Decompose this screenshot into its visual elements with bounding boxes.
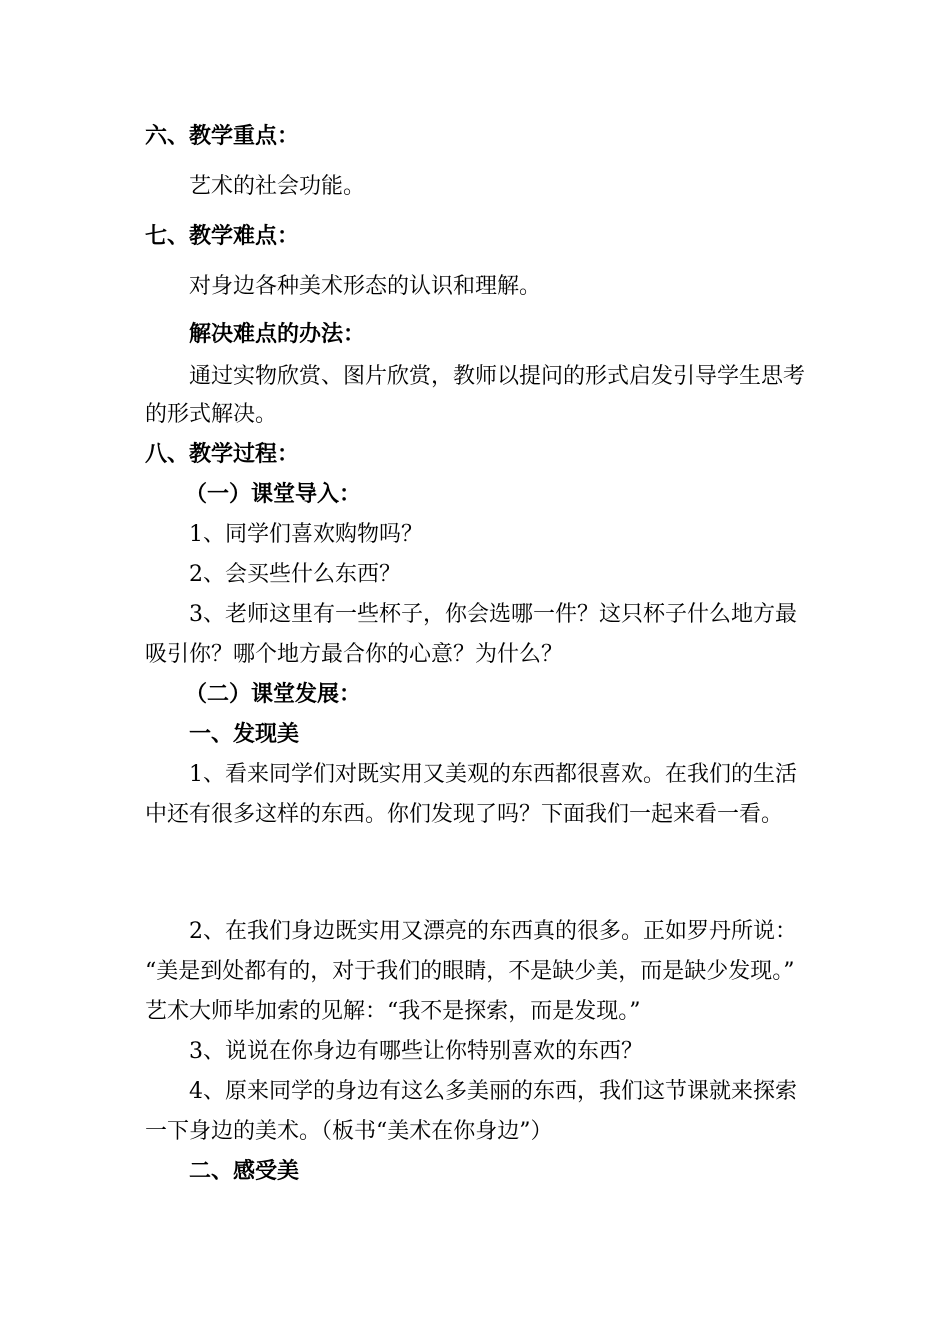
list-item: 2、在我们身边既实用又漂亮的东西真的很多。正如罗丹所说： (189, 919, 797, 944)
paragraph-line: 一下身边的美术。（板书“美术在你身边”） (145, 1119, 553, 1144)
paragraph-line: 吸引你？哪个地方最合你的心意？为什么？ (145, 642, 564, 667)
heading-teaching-focus: 六、教学重点： (145, 124, 300, 149)
list-item: 3、老师这里有一些杯子，你会选哪一件？这只杯子什么地方最 (189, 602, 797, 627)
subheading-intro: （一）课堂导入： (185, 482, 362, 507)
quote-line: 艺术大师毕加索的见解：“我不是探索，而是发现。” (145, 999, 641, 1024)
paragraph-line: 中还有很多这样的东西。你们发现了吗？下面我们一起来看一看。 (145, 802, 784, 827)
subheading-solution: 解决难点的办法： (189, 322, 366, 347)
paragraph-line: 通过实物欣赏、图片欣赏，教师以提问的形式启发引导学生思考 (189, 364, 806, 389)
subheading-feel-beauty: 二、感受美 (189, 1159, 300, 1184)
quote-line: “美是到处都有的，对于我们的眼睛，不是缺少美，而是缺少发现。” (145, 959, 795, 984)
heading-teaching-process: 八、教学过程： (145, 442, 300, 467)
list-item: 1、同学们喜欢购物吗？ (189, 522, 423, 547)
subheading-development: （二）课堂发展： (185, 682, 362, 707)
heading-teaching-difficulty: 七、教学难点： (145, 224, 300, 249)
list-item: 2、会买些什么东西？ (189, 562, 401, 587)
list-item: 3、说说在你身边有哪些让你特别喜欢的东西？ (189, 1039, 643, 1064)
list-item: 4、原来同学的身边有这么多美丽的东西，我们这节课就来探索 (189, 1079, 797, 1104)
list-item: 1、看来同学们对既实用又美观的东西都很喜欢。在我们的生活 (189, 762, 797, 787)
paragraph-line: 的形式解决。 (145, 402, 278, 427)
paragraph-line: 对身边各种美术形态的认识和理解。 (189, 274, 542, 299)
paragraph-line: 艺术的社会功能。 (189, 174, 366, 199)
subheading-discover-beauty: 一、发现美 (189, 722, 300, 747)
